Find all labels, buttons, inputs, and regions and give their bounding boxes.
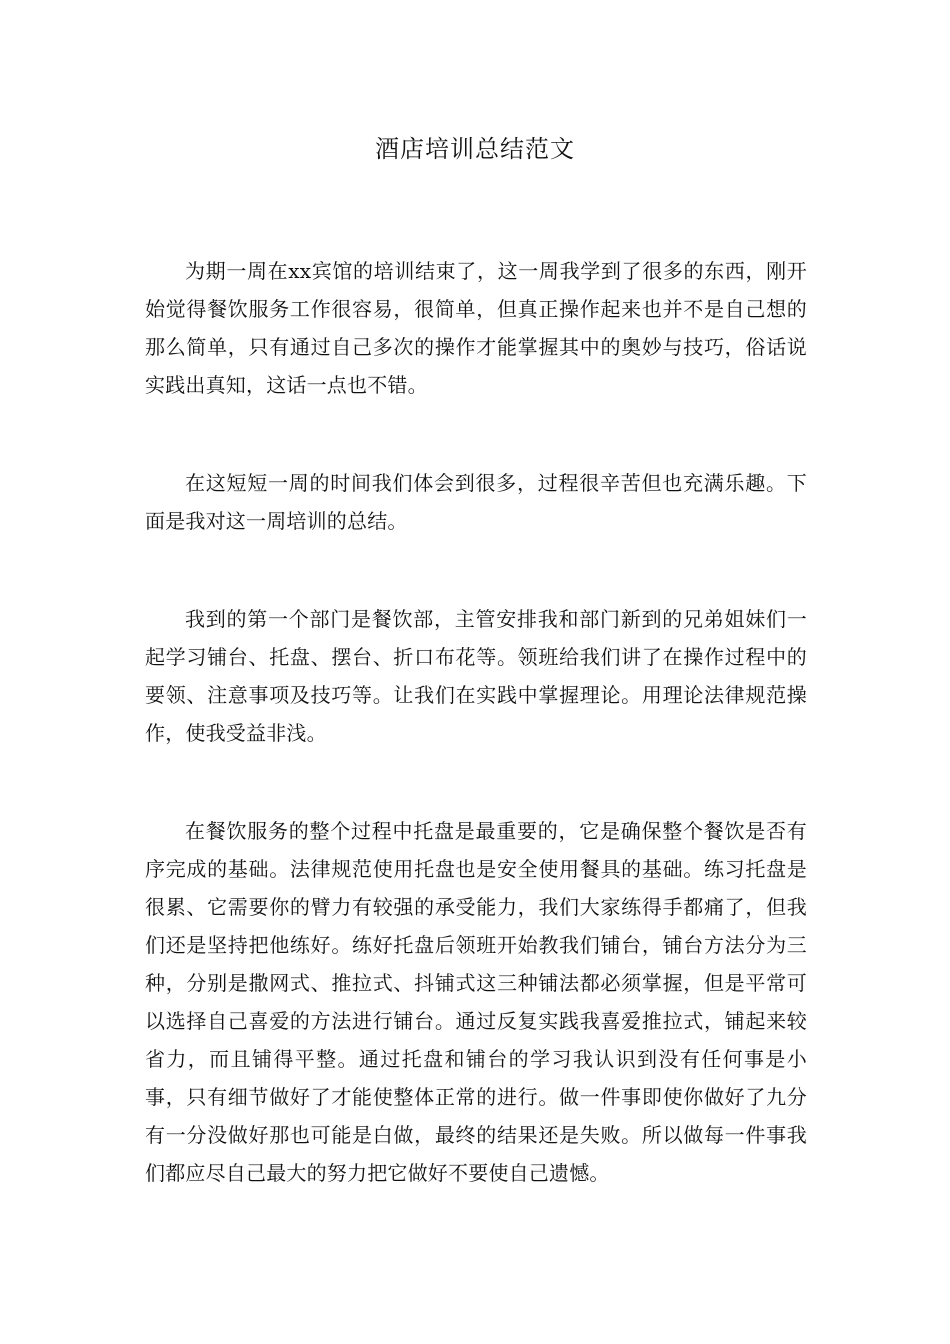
paragraph-1: 为期一周在xx宾馆的培训结束了，这一周我学到了很多的东西，刚开始觉得餐饮服务工作很容易，很简单，但真正操作起来也并不是自己想的那么简单，只有通过自己多次的操作才能掌握其中的奥妙与技巧，俗话说实践出真知，这话一点也不错。: [145, 259, 807, 397]
document-title: 酒店培训总结范文: [375, 135, 575, 163]
document-body: [145, 252, 807, 1252]
paragraph-3: 我到的第一个部门是餐饮部，主管安排我和部门新到的兄弟姐妹们一起学习铺台、托盘、摆台、折口布花等。领班给我们讲了在操作过程中的要领、注意事项及技巧等。让我们在实践中掌握理论。用理论法律规范操作，使我受益非浅。: [145, 607, 807, 745]
paragraph-4: 在餐饮服务的整个过程中托盘是最重要的，它是确保整个餐饮是否有序完成的基础。法律规范使用托盘也是安全使用餐具的基础。练习托盘是很累、它需要你的臂力有较强的承受能力，我们大家练得手都痛了，但我们还是坚持把他练好。练好托盘后领班开始教我们铺台，铺台方法分为三种，分别是撒网式、推拉式、抖铺式这三种铺法都必须掌握，但是平常可以选择自己喜爱的方法进行铺台。通过反复实践我喜爱推拉式，铺起来较省力，而且铺得平整。通过托盘和铺台的学习我认识到没有任何事是小事，只有细节做好了才能使整体正常的进行。做一件事即使你做好了九分有一分没做好那也可能是白做，最终的结果还是失败。所以做每一件事我们都应尽自己最大的努力把它做好不要使自己遗憾。: [145, 819, 807, 1185]
paragraph-2: 在这短短一周的时间我们体会到很多，过程很辛苦但也充满乐趣。下面是我对这一周培训的总结。: [145, 471, 807, 533]
